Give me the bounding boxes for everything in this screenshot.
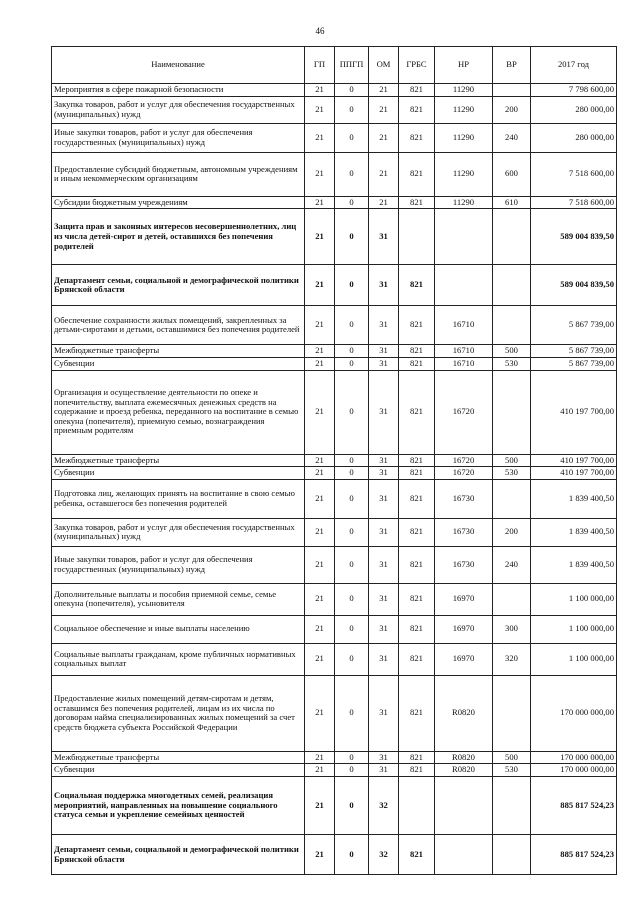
cell-name: Межбюджетные трансферты xyxy=(52,751,305,764)
cell-gp: 21 xyxy=(305,777,335,835)
cell-vr: 240 xyxy=(493,546,531,583)
cell-grbs: 821 xyxy=(399,643,435,675)
cell-nr: 11290 xyxy=(435,152,493,196)
cell-om: 31 xyxy=(369,751,399,764)
cell-name: Межбюджетные трансферты xyxy=(52,454,305,467)
cell-amount: 589 004 839,50 xyxy=(531,209,617,265)
cell-gp: 21 xyxy=(305,546,335,583)
cell-name: Иные закупки товаров, работ и услуг для обеспечения государственных (муниципальных) нужд xyxy=(52,546,305,583)
cell-gp: 21 xyxy=(305,479,335,518)
cell-gp: 21 xyxy=(305,209,335,265)
cell-amount: 5 867 739,00 xyxy=(531,306,617,345)
cell-grbs: 821 xyxy=(399,467,435,480)
cell-amount: 885 817 524,23 xyxy=(531,777,617,835)
table-row xyxy=(52,96,617,123)
cell-name: Мероприятия в сфере пожарной безопасности xyxy=(52,84,305,97)
cell-nr: 16730 xyxy=(435,546,493,583)
cell-grbs: 821 xyxy=(399,583,435,615)
cell-name: Иные закупки товаров, работ и услуг для обеспечения государственных (муниципальных) нужд xyxy=(52,123,305,152)
header-name: Наименование xyxy=(52,47,305,84)
cell-amount: 7 798 600,00 xyxy=(531,84,617,97)
table-row xyxy=(52,479,617,518)
cell-vr: 500 xyxy=(493,454,531,467)
cell-nr: 16970 xyxy=(435,643,493,675)
cell-gp: 21 xyxy=(305,643,335,675)
cell-amount: 170 000 000,00 xyxy=(531,764,617,777)
cell-grbs: 821 xyxy=(399,518,435,546)
cell-nr: 16720 xyxy=(435,467,493,480)
cell-ppgp: 0 xyxy=(335,764,369,777)
cell-gp: 21 xyxy=(305,265,335,306)
cell-gp: 21 xyxy=(305,357,335,370)
table-row xyxy=(52,546,617,583)
table-row xyxy=(52,152,617,196)
table-row xyxy=(52,345,617,358)
cell-name: Департамент семьи, социальной и демографической политики Брянской области xyxy=(52,835,305,875)
cell-vr xyxy=(493,306,531,345)
cell-gp: 21 xyxy=(305,152,335,196)
cell-amount: 1 839 400,50 xyxy=(531,546,617,583)
cell-ppgp: 0 xyxy=(335,96,369,123)
cell-amount: 170 000 000,00 xyxy=(531,751,617,764)
cell-om: 31 xyxy=(369,546,399,583)
cell-name: Субвенции xyxy=(52,764,305,777)
cell-grbs: 821 xyxy=(399,454,435,467)
cell-name: Департамент семьи, социальной и демографической политики Брянской области xyxy=(52,265,305,306)
cell-amount: 1 100 000,00 xyxy=(531,643,617,675)
cell-name: Закупка товаров, работ и услуг для обеспечения государственных (муниципальных) нужд xyxy=(52,96,305,123)
cell-vr xyxy=(493,777,531,835)
cell-name: Защита прав и законных интересов несовершеннолетних, лиц из числа детей-сирот и детей, оставшихся без попечения родителей xyxy=(52,209,305,265)
cell-ppgp: 0 xyxy=(335,643,369,675)
cell-name: Закупка товаров, работ и услуг для обеспечения государственных (муниципальных) нужд xyxy=(52,518,305,546)
cell-om: 31 xyxy=(369,643,399,675)
cell-ppgp: 0 xyxy=(335,777,369,835)
cell-vr: 200 xyxy=(493,518,531,546)
table-row xyxy=(52,643,617,675)
cell-gp: 21 xyxy=(305,96,335,123)
cell-vr xyxy=(493,583,531,615)
table-row xyxy=(52,123,617,152)
cell-nr: 11290 xyxy=(435,96,493,123)
cell-name: Дополнительные выплаты и пособия приемной семье, семье опекуна (попечителя), усыновителя xyxy=(52,583,305,615)
cell-gp: 21 xyxy=(305,306,335,345)
header-gp: ГП xyxy=(305,47,335,84)
table-row xyxy=(52,615,617,643)
header-nr: НР xyxy=(435,47,493,84)
cell-vr: 610 xyxy=(493,196,531,209)
cell-vr xyxy=(493,265,531,306)
cell-nr: 16720 xyxy=(435,370,493,454)
cell-vr: 530 xyxy=(493,357,531,370)
cell-vr: 200 xyxy=(493,96,531,123)
cell-gp: 21 xyxy=(305,518,335,546)
cell-grbs: 821 xyxy=(399,306,435,345)
cell-name: Предоставление жилых помещений детям-сиротам и детям, оставшимся без попечения родителей, лицам из их числа по договорам найма специализированных жилых помещений за счет средств бюджета субъекта Российской Федерации xyxy=(52,675,305,751)
cell-gp: 21 xyxy=(305,196,335,209)
cell-name: Субсидии бюджетным учреждениям xyxy=(52,196,305,209)
table-row xyxy=(52,370,617,454)
cell-vr: 600 xyxy=(493,152,531,196)
cell-amount: 280 000,00 xyxy=(531,96,617,123)
cell-gp: 21 xyxy=(305,675,335,751)
cell-gp: 21 xyxy=(305,123,335,152)
cell-om: 21 xyxy=(369,152,399,196)
cell-gp: 21 xyxy=(305,467,335,480)
cell-grbs: 821 xyxy=(399,196,435,209)
cell-gp: 21 xyxy=(305,751,335,764)
cell-amount: 589 004 839,50 xyxy=(531,265,617,306)
cell-om: 21 xyxy=(369,196,399,209)
table-row xyxy=(52,518,617,546)
table-body xyxy=(52,84,617,875)
cell-gp: 21 xyxy=(305,835,335,875)
header-year: 2017 год xyxy=(531,47,617,84)
cell-gp: 21 xyxy=(305,345,335,358)
cell-name: Социальная поддержка многодетных семей, реализация мероприятий, направленных на повышение социального статуса семьи и укрепление семейных ценностей xyxy=(52,777,305,835)
cell-ppgp: 0 xyxy=(335,467,369,480)
cell-grbs: 821 xyxy=(399,546,435,583)
cell-ppgp: 0 xyxy=(335,675,369,751)
cell-nr: R0820 xyxy=(435,764,493,777)
cell-name: Предоставление субсидий бюджетным, автономным учреждениям и иным некоммерческим организациям xyxy=(52,152,305,196)
cell-amount: 7 518 600,00 xyxy=(531,152,617,196)
cell-vr: 320 xyxy=(493,643,531,675)
cell-grbs: 821 xyxy=(399,96,435,123)
cell-ppgp: 0 xyxy=(335,583,369,615)
cell-om: 32 xyxy=(369,835,399,875)
cell-nr: R0820 xyxy=(435,675,493,751)
cell-grbs: 821 xyxy=(399,84,435,97)
cell-vr: 500 xyxy=(493,751,531,764)
cell-amount: 1 839 400,50 xyxy=(531,518,617,546)
cell-name: Организация и осуществление деятельности по опеке и попечительству, выплата ежемесячных денежных средств на содержание и проезд ребенка, переданного на воспитание в семью опекуна (попечителя), приемную семью, вознаграждения приемным родителям xyxy=(52,370,305,454)
budget-table xyxy=(51,46,617,875)
cell-om: 31 xyxy=(369,357,399,370)
cell-name: Подготовка лиц, желающих принять на воспитание в свою семью ребенка, оставшегося без попечения родителей xyxy=(52,479,305,518)
cell-ppgp: 0 xyxy=(335,209,369,265)
cell-vr xyxy=(493,209,531,265)
cell-ppgp: 0 xyxy=(335,479,369,518)
cell-nr xyxy=(435,835,493,875)
cell-om: 31 xyxy=(369,615,399,643)
cell-om: 31 xyxy=(369,467,399,480)
cell-nr: 16710 xyxy=(435,306,493,345)
table-row xyxy=(52,265,617,306)
cell-grbs: 821 xyxy=(399,265,435,306)
cell-amount: 410 197 700,00 xyxy=(531,370,617,454)
table-row xyxy=(52,357,617,370)
cell-amount: 885 817 524,23 xyxy=(531,835,617,875)
cell-om: 31 xyxy=(369,306,399,345)
cell-nr: 16710 xyxy=(435,357,493,370)
cell-vr: 300 xyxy=(493,615,531,643)
cell-grbs: 821 xyxy=(399,123,435,152)
cell-om: 31 xyxy=(369,518,399,546)
cell-om: 31 xyxy=(369,370,399,454)
cell-grbs: 821 xyxy=(399,152,435,196)
cell-ppgp: 0 xyxy=(335,152,369,196)
cell-om: 21 xyxy=(369,123,399,152)
table-row xyxy=(52,751,617,764)
header-ppgp: ППГП xyxy=(335,47,369,84)
cell-ppgp: 0 xyxy=(335,357,369,370)
table-row xyxy=(52,764,617,777)
cell-vr: 530 xyxy=(493,467,531,480)
cell-vr xyxy=(493,370,531,454)
cell-ppgp: 0 xyxy=(335,370,369,454)
cell-amount: 410 197 700,00 xyxy=(531,454,617,467)
cell-amount: 1 100 000,00 xyxy=(531,615,617,643)
table-row xyxy=(52,306,617,345)
cell-nr: 11290 xyxy=(435,196,493,209)
cell-amount: 170 000 000,00 xyxy=(531,675,617,751)
cell-ppgp: 0 xyxy=(335,265,369,306)
cell-grbs: 821 xyxy=(399,764,435,777)
cell-nr xyxy=(435,265,493,306)
cell-name: Субвенции xyxy=(52,467,305,480)
cell-vr xyxy=(493,84,531,97)
cell-ppgp: 0 xyxy=(335,615,369,643)
cell-ppgp: 0 xyxy=(335,123,369,152)
cell-ppgp: 0 xyxy=(335,454,369,467)
cell-nr: 16970 xyxy=(435,615,493,643)
cell-amount: 410 197 700,00 xyxy=(531,467,617,480)
header-grbs: ГРБС xyxy=(399,47,435,84)
cell-om: 31 xyxy=(369,479,399,518)
cell-nr: 16720 xyxy=(435,454,493,467)
table-row xyxy=(52,84,617,97)
cell-grbs: 821 xyxy=(399,615,435,643)
table-row xyxy=(52,209,617,265)
cell-om: 31 xyxy=(369,583,399,615)
cell-amount: 280 000,00 xyxy=(531,123,617,152)
cell-ppgp: 0 xyxy=(335,835,369,875)
cell-nr: 16730 xyxy=(435,518,493,546)
cell-grbs: 821 xyxy=(399,357,435,370)
table-row xyxy=(52,467,617,480)
cell-ppgp: 0 xyxy=(335,546,369,583)
cell-om: 21 xyxy=(369,96,399,123)
cell-grbs: 821 xyxy=(399,835,435,875)
cell-ppgp: 0 xyxy=(335,196,369,209)
cell-om: 31 xyxy=(369,345,399,358)
cell-vr xyxy=(493,675,531,751)
page-number: 46 xyxy=(315,26,325,36)
table-row xyxy=(52,777,617,835)
cell-om: 21 xyxy=(369,84,399,97)
cell-grbs: 821 xyxy=(399,751,435,764)
cell-grbs: 821 xyxy=(399,345,435,358)
cell-grbs xyxy=(399,777,435,835)
cell-name: Обеспечение сохранности жилых помещений, закрепленных за детьми-сиротами и детьми, оставшимися без попечения родителей xyxy=(52,306,305,345)
cell-nr: 11290 xyxy=(435,84,493,97)
cell-gp: 21 xyxy=(305,615,335,643)
header-om: ОМ xyxy=(369,47,399,84)
header-vr: ВР xyxy=(493,47,531,84)
cell-vr: 500 xyxy=(493,345,531,358)
cell-vr xyxy=(493,479,531,518)
cell-nr: 16710 xyxy=(435,345,493,358)
cell-vr: 240 xyxy=(493,123,531,152)
cell-gp: 21 xyxy=(305,370,335,454)
cell-amount: 1 839 400,50 xyxy=(531,479,617,518)
cell-om: 32 xyxy=(369,777,399,835)
cell-ppgp: 0 xyxy=(335,345,369,358)
cell-ppgp: 0 xyxy=(335,306,369,345)
cell-nr xyxy=(435,777,493,835)
cell-gp: 21 xyxy=(305,84,335,97)
cell-vr: 530 xyxy=(493,764,531,777)
cell-nr: 11290 xyxy=(435,123,493,152)
cell-ppgp: 0 xyxy=(335,84,369,97)
cell-nr: 16730 xyxy=(435,479,493,518)
cell-amount: 5 867 739,00 xyxy=(531,345,617,358)
cell-gp: 21 xyxy=(305,454,335,467)
table-row xyxy=(52,835,617,875)
cell-om: 31 xyxy=(369,454,399,467)
cell-om: 31 xyxy=(369,764,399,777)
cell-om: 31 xyxy=(369,209,399,265)
cell-amount: 5 867 739,00 xyxy=(531,357,617,370)
cell-name: Социальные выплаты гражданам, кроме публичных нормативных социальных выплат xyxy=(52,643,305,675)
cell-gp: 21 xyxy=(305,583,335,615)
cell-name: Социальное обеспечение и иные выплаты населению xyxy=(52,615,305,643)
cell-nr: R0820 xyxy=(435,751,493,764)
table-row xyxy=(52,675,617,751)
cell-ppgp: 0 xyxy=(335,751,369,764)
cell-grbs xyxy=(399,209,435,265)
cell-nr: 16970 xyxy=(435,583,493,615)
table-header-row xyxy=(52,47,617,84)
cell-grbs: 821 xyxy=(399,675,435,751)
table-row xyxy=(52,454,617,467)
table-row xyxy=(52,196,617,209)
table-row xyxy=(52,583,617,615)
cell-amount: 1 100 000,00 xyxy=(531,583,617,615)
cell-grbs: 821 xyxy=(399,370,435,454)
cell-name: Субвенции xyxy=(52,357,305,370)
cell-ppgp: 0 xyxy=(335,518,369,546)
cell-om: 31 xyxy=(369,265,399,306)
cell-om: 31 xyxy=(369,675,399,751)
cell-nr xyxy=(435,209,493,265)
cell-name: Межбюджетные трансферты xyxy=(52,345,305,358)
cell-grbs: 821 xyxy=(399,479,435,518)
cell-gp: 21 xyxy=(305,764,335,777)
cell-vr xyxy=(493,835,531,875)
cell-amount: 7 518 600,00 xyxy=(531,196,617,209)
